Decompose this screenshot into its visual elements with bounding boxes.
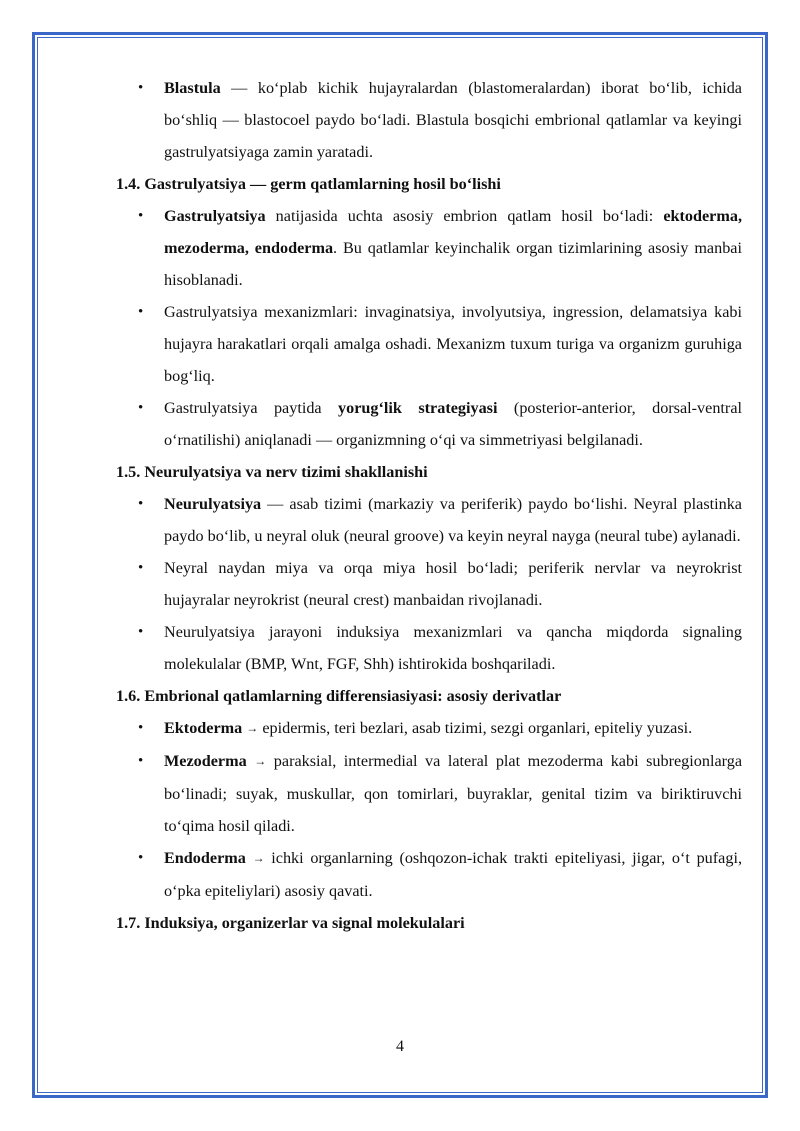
text-run	[246, 849, 253, 867]
bold-text: Gastrulyatsiya	[164, 207, 266, 225]
bold-text: Neurulyatsiya	[164, 495, 262, 513]
text-run: — asab tizimi (markaziy va periferik) paydo bo‘lishi. Neyral plastinka paydo bo‘lib, u neyral oluk (neural groove) va keyin neyral nayga (neural tube) aylanadi.	[164, 495, 742, 545]
section-heading	[116, 680, 742, 712]
bold-text: Endoderma	[164, 849, 246, 867]
text-run: natijasida uchta asosiy embrion qatlam hosil bo‘ladi:	[265, 207, 664, 225]
text-run: 1.7. Induksiya, organizerlar va signal molekulalari	[116, 914, 465, 932]
bullet-item	[116, 842, 742, 907]
document-body	[116, 72, 742, 939]
arrow-icon: →	[246, 721, 259, 735]
arrow-icon: →	[252, 851, 265, 865]
text-run: 1.6. Embrional qatlamlarning differensiasiyasi: asosiy derivatlar	[116, 687, 562, 705]
text-run: 1.4. Gastrulyatsiya — germ qatlamlarning hosil bo‘lishi	[116, 175, 501, 193]
text-run: Neurulyatsiya jarayoni induksiya mexanizmlari va qancha miqdorda signaling molekulalar (BMP, Wnt, FGF, Shh) ishtirokida boshqariladi.	[164, 623, 742, 673]
bullet-item	[116, 392, 742, 456]
text-run: 1.5. Neurulyatsiya va nerv tizimi shakllanishi	[116, 463, 428, 481]
text-run: Neyral naydan miya va orqa miya hosil bo‘ladi; periferik nervlar va neyrokrist hujayralar neyrokrist (neural crest) manbaidan rivojlanadi.	[164, 559, 742, 609]
section-heading	[116, 168, 742, 200]
arrow-icon: →	[254, 754, 267, 768]
bullet-item	[116, 488, 742, 552]
text-run: Gastrulyatsiya mexanizmlari: invaginatsiya, involyutsiya, ingression, delamatsiya kabi hujayra harakatlari orqali amalga oshadi. Mexanizm tuxum turiga va organizm guruhiga bog‘liq.	[164, 303, 742, 385]
section-heading	[116, 907, 742, 939]
bold-text: Ektoderma	[164, 719, 243, 737]
bold-text: ektoderma, mezoderma, endoderma	[164, 207, 742, 257]
bullet-item	[116, 712, 742, 745]
bullet-item	[116, 72, 742, 168]
text-run: Gastrulyatsiya paytida	[164, 399, 339, 417]
text-run: (posterior-anterior, dorsal-ventral o‘rnatilishi) aniqlanadi — organizmning o‘qi va simmetriyasi belgilanadi.	[164, 399, 743, 449]
text-run: epidermis, teri bezlari, asab tizimi, sezgi organlari, epiteliy yuzasi.	[258, 719, 693, 737]
bullet-item	[116, 745, 742, 842]
bullet-item	[116, 200, 742, 296]
bullet-item	[116, 552, 742, 616]
section-heading	[116, 456, 742, 488]
text-run: . Bu qatlamlar keyinchalik organ tizimlarining asosiy manbai hisoblanadi.	[164, 239, 742, 289]
bold-text: yorug‘lik strategiyasi	[338, 399, 498, 417]
text-run: paraksial, intermedial va lateral plat mezoderma kabi subregionlarga bo‘linadi; suyak, muskullar, qon tomirlari, buyraklar, genital tizim va biriktiruvchi to‘qima hosil qiladi.	[164, 752, 743, 835]
page-number: 4	[396, 1038, 404, 1055]
bullet-item	[116, 296, 742, 392]
bullet-item	[116, 616, 742, 680]
bold-text: Mezoderma	[164, 752, 247, 770]
bold-text: Blastula	[164, 79, 221, 97]
text-run: — ko‘plab kichik hujayralardan (blastomeralardan) iborat bo‘lib, ichida bo‘shliq — blastocoel paydo bo‘ladi. Blastula bosqichi embrional qatlamlar va keyingi gastrulyatsiyaga zamin yaratadi.	[164, 79, 742, 161]
text-run: ichki organlarning (oshqozon-ichak trakti epiteliyasi, jigar, o‘t pufagi, o‘pka epiteliylari) asosiy qavati.	[164, 849, 742, 900]
